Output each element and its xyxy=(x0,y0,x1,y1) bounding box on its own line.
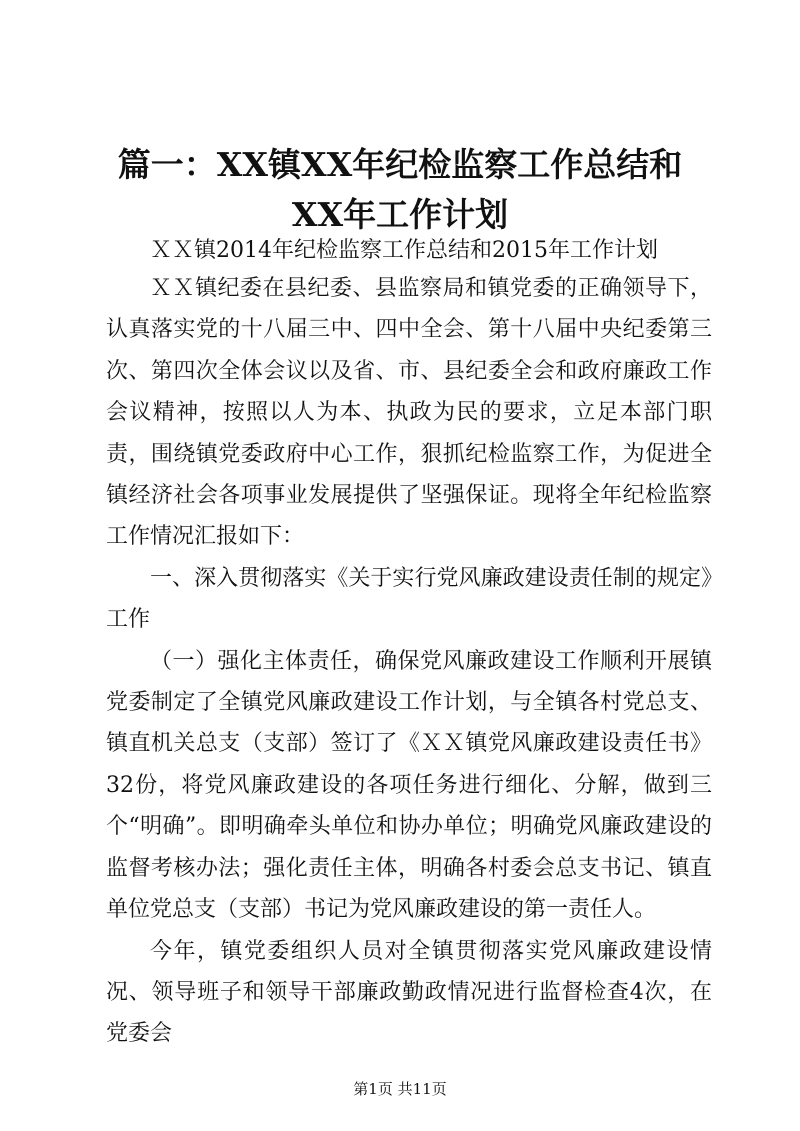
paragraph-inspection: 今年，镇党委组织人员对全镇贯彻落实党风廉政建设情况、领导班子和领导干部廉政勤政情况进行监督检查4次，在党委会 xyxy=(106,938,712,1047)
paragraph-intro: ＸＸ镇纪委在县纪委、县监察局和镇党委的正确领导下，认真落实党的十八届三中、四中全会、第十八届中央纪委第三次、第四次全体会议以及省、市、县纪委全会和政府廉政工作会议精神，按照以人为本、执政为民的要求，立足本部门职责，围绕镇党委政府中心工作，狠抓纪检监察工作，为促进全镇经济社会各项事业发展提供了坚强保证。现将全年纪检监察工作情况汇报如下： xyxy=(106,276,712,550)
document-body xyxy=(106,268,712,1055)
paragraph-subsection-1: （一）强化主体责任，确保党风廉政建设工作顺利开展镇党委制定了全镇党风廉政建设工作计划，与全镇各村党总支、镇直机关总支（支部）签订了《ＸＸ镇党风廉政建设责任书》32份，将党风廉政建设的各项任务进行细化、分解，做到三个“明确”。即明确牵头单位和协办单位；明确党风廉政建设的监督考核办法；强化责任主体，明确各村委会总支书记、镇直单位党总支（支部）书记为党风廉政建设的第一责任人。 xyxy=(106,648,712,923)
document-title: 篇一：XX镇XX年纪检监察工作总结和XX年工作计划 xyxy=(117,145,683,234)
section-heading-1: 一、深入贯彻落实《关于实行党风廉政建设责任制的规定》工作 xyxy=(106,565,712,633)
page-footer: 第1页 共11页 xyxy=(353,1080,447,1098)
document-subtitle: ＸＸ镇2014年纪检监察工作总结和2015年工作计划 xyxy=(150,238,658,263)
